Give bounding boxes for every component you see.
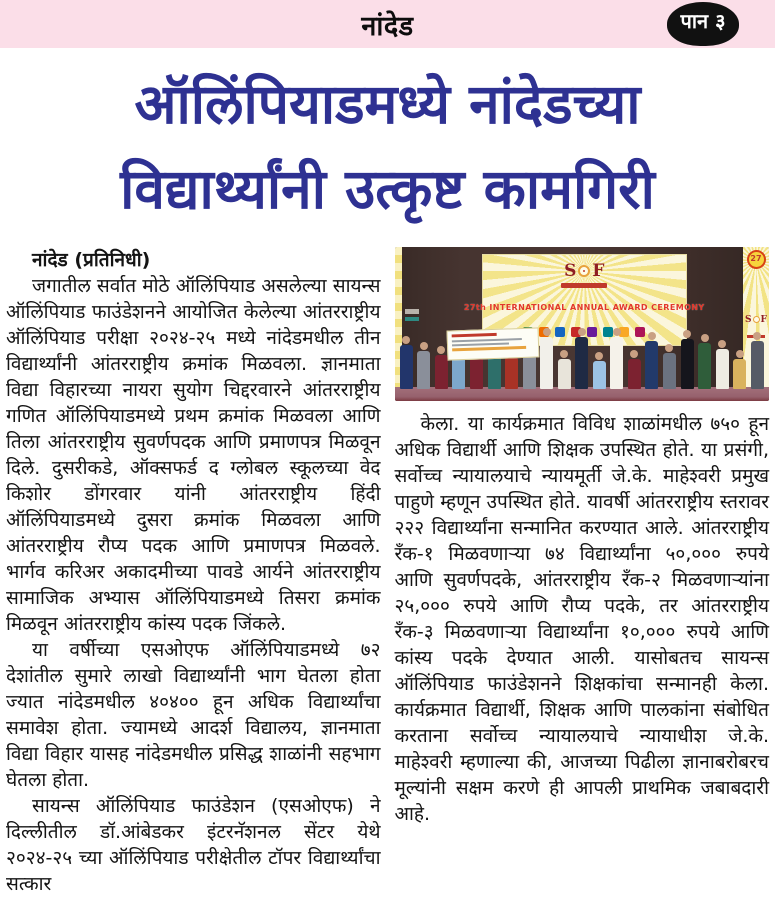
person-figure xyxy=(662,344,678,389)
headline-line-2: विद्यार्थ्यांनी उत्कृष्ट कामगिरी xyxy=(120,157,655,222)
sof-logo-letter-s: S xyxy=(564,260,577,281)
person-figure xyxy=(416,342,432,389)
person-figure xyxy=(732,350,748,389)
cheque-detail xyxy=(451,342,508,346)
person-figure xyxy=(556,350,572,389)
body-paragraph-1: जगातील सर्वात मोठे ऑलिंपियाड असलेल्या सायन्स ऑलिंपियाड फाउंडेशनने आयोजित केलेल्या आंतरराष्ट्रीय ऑलिंपियाड परीक्षा २०२४-२५ मध्ये नांदेडमधील तीन विद्यार्थ्यांनी आंतरराष्ट्रीय क्रमांक मिळवला. ज्ञानमाता विद्या विहारच्या नायरा सुयोग चिद्दरवारने आंतरराष्ट्रीय गणित ऑलिंपियाडमध्ये प्रथम क्रमांक मिळवला आणि तिला आंतरराष्ट्रीय सुवर्णपदक आणि प्रमाणपत्र मिळवून दिले. दुसरीकडे, ऑक्सफर्ड द ग्लोबल स्कूलच्या वेद किशोर डोंगरवार यांनी आंतरराष्ट्रीय हिंदी ऑलिंपियाडमध्ये दुसरा क्रमांक मिळवला आणि आंतरराष्ट्रीय रौप्य पदक आणि प्रमाणपत्र मिळवले. भार्गव करिअर अकादमीच्या पावडे आर्यने आंतरराष्ट्रीय सामाजिक अभ्यास ऑलिंपियाडमध्ये तिसरा क्रमांक मिळवून आंतरराष्ट्रीय कांस्य पदक जिंकले. xyxy=(6,274,381,635)
curtain-logo-mark xyxy=(405,317,419,321)
right-column xyxy=(395,247,770,897)
body-paragraph-4: केला. या कार्यक्रमात विविध शाळांमधील ७५० हून अधिक विद्यार्थी आणि शिक्षक उपस्थित होते. या प्रसंगी, सर्वोच्च न्यायालयाचे न्यायमूर्ती जे.के. माहेश्वरी प्रमुख पाहुणे म्हणून उपस्थित होते. यावर्षी आंतरराष्ट्रीय स्तरावर २२२ विद्यार्थ्यांना सन्मानित करण्यात आले. आंतरराष्ट्रीय रँक-१ मिळवणाऱ्या ७४ विद्यार्थ्यांना ५०,००० रुपये आणि सुवर्णपदके, आंतरराष्ट्रीय रँक-२ मिळवणाऱ्यांना २५,००० रुपये आणि रौप्य पदके, तर आंतरराष्ट्रीय रँक-३ मिळवणाऱ्या विद्यार्थ्यांना १०,००० रुपये आणि कांस्य पदके देण्यात आली. यासोबतच सायन्स ऑलिंपियाड फाउंडेशनने शिक्षकांचा सन्मानही केला. कार्यक्रमात विद्यार्थी, शिक्षक आणि पालकांना संबोधित करताना सर्वोच्च न्यायालयाचे न्यायाधीश जे.के. माहेश्वरी म्हणाल्या की, आजच्या पिढीला ज्ञानाबरोबरच मूल्यांनी सक्षम करणे ही आपली प्राथमिक जबाबदारी आहे. xyxy=(394,412,769,825)
sof-logo-letter-f: F xyxy=(592,260,605,281)
left-column xyxy=(6,247,381,897)
byline: नांदेड (प्रतिनिधी) xyxy=(32,248,151,271)
ceremony-title: 27th INTERNATIONAL ANNUAL AWARD CEREMONY xyxy=(463,302,705,312)
prize-cheque xyxy=(446,327,539,360)
body-paragraph-3: सायन्स ऑलिंपियाड फाउंडेशन (एसओएफ) ने दिल्लीतील डॉ.आंबेडकर इंटरनॅशनल सेंटर येथे २०२४-२५ च्या ऑलिंपियाड परीक्षेतील टॉपर विद्यार्थ्यांचा सत्कार xyxy=(6,794,381,895)
article-body xyxy=(0,243,775,905)
body-paragraph-2: या वर्षीच्या एसओएफ ऑलिंपियाडमध्ये ७२ देशांतील सुमारे लाखो विद्यार्थ्यांनी भाग घेतला होता ज्यात नांदेडमधील ४०४०० हून अधिक विद्यार्थ्यांचा समावेश होता. ज्यामध्ये आदर्श विद्यालय, ज्ञानमाता विद्या विहार यासह नांदेडमधील प्रसिद्ध शाळांनी सहभाग घेतला होता. xyxy=(6,638,381,791)
person-figure xyxy=(627,350,643,389)
headline xyxy=(8,62,767,233)
masthead-bar xyxy=(0,0,775,48)
headline-line-1: ऑलिंपियाडमध्ये नांदेडच्या xyxy=(134,72,641,136)
sof-logo-strip xyxy=(561,283,607,288)
section-title: नांदेड xyxy=(361,10,414,42)
mini-sof-letter-s: S xyxy=(745,314,752,325)
person-figure xyxy=(399,336,415,389)
person-figure xyxy=(609,328,625,389)
person-figure xyxy=(697,334,713,389)
mini-lightbulb-icon xyxy=(753,316,760,323)
cheque-detail xyxy=(451,338,521,342)
cheque-detail xyxy=(452,345,526,351)
person-figure xyxy=(749,332,765,389)
stage-floor xyxy=(395,387,770,401)
anniversary-badge: 27 xyxy=(747,250,766,269)
person-figure xyxy=(679,330,695,389)
curtain-logo-mark xyxy=(405,309,419,314)
person-figure xyxy=(574,328,590,389)
person-figure xyxy=(592,352,608,389)
lightbulb-icon xyxy=(578,265,590,277)
person-figure xyxy=(714,340,730,389)
person-figure xyxy=(644,332,660,389)
cheque-detail xyxy=(451,332,496,337)
sof-logo xyxy=(564,260,605,281)
news-photo xyxy=(395,247,770,401)
person-figure xyxy=(539,328,555,389)
mini-sof-letter-f: F xyxy=(760,314,767,325)
page-number-badge: पान ३ xyxy=(667,2,739,46)
